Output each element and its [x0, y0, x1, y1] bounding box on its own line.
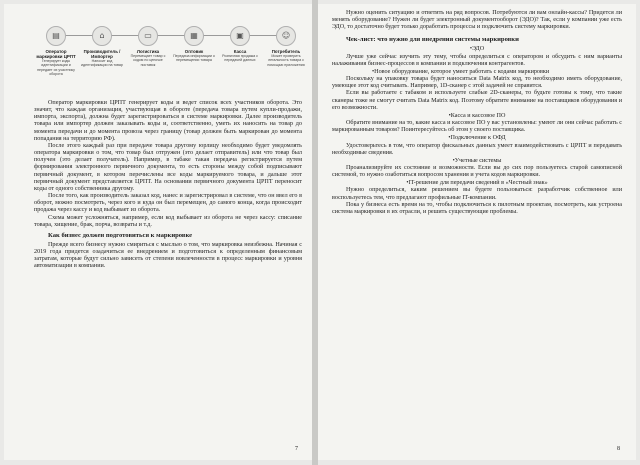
- paragraph: Поскольку на упаковку товара будет наноситься Data Matrix код, то необходимо иметь оборудование, умеющее этот код считывать. Например, 1D-сканер с этой задачей не справится.: [332, 76, 622, 90]
- flow-node-consumer: ☺ Потребитель Может проверить легальность товара с помощью приложения: [264, 18, 308, 67]
- flow-node-register: ▣ Касса Розничная продажа с передачей данных: [218, 18, 262, 63]
- checklist-item: •IT-решение для передачи сведений в «Честный знак»: [406, 180, 548, 187]
- paragraph: Пока у бизнеса есть время на то, чтобы подключиться к пилотным проектам, посмотреть, как устроена система маркировки в их отрасли, и решить существующие проблемы.: [332, 201, 622, 215]
- flow-node-operator: ▤ Оператор маркировки ЦРПТ Генерирует коды идентификации и передает их участнику оборота: [34, 18, 78, 76]
- paragraph: Лучше уже сейчас изучить эту тему, чтобы определиться с оператором и обсудить с ним варианты налаживания бизнес-процессов в компании и подключения контрагентов.: [332, 53, 622, 67]
- register-icon: ▣: [230, 26, 250, 46]
- checklist-item: •Новое оборудование, которое умеет работать с кодами маркировки: [372, 68, 550, 75]
- paragraph: Нужно оценить ситуацию и ответить на ряд вопросов. Потребуются ли вам онлайн-кассы? Придется ли менять оборудование? Нужен ли будет электронный документооборот (ЭДО)? Так, если у компании уже есть ЭДО, то достаточно будет только доработать процессы и подключить систему маркировки.: [332, 10, 622, 31]
- paragraph: Прежде всего бизнесу нужно смириться с мыслью о том, что маркировка неизбежна. Начиная с 2019 года придется озадачиться ее внедрением и подготовиться к определенным финансовым затратам, которые будут сильно зависеть от степени вовлеченности в процесс маркировки и уровня автоматизации в компании.: [34, 241, 302, 270]
- paragraph: Обратите внимание на то, какие касса и кассовое ПО у вас установлены: умеют ли они сейчас работать с маркированным товаром? Поинтересуйтесь об этом у своего поставщика.: [332, 120, 622, 134]
- left-page: [4, 4, 312, 460]
- person-icon: ☺: [276, 26, 296, 46]
- paragraph: Оператор маркировки ЦРПТ генерирует коды и ведет список всех участников оборота. Это значит, что каждая организация, участвующая в обороте (передача товара путем купли-продажи, импорта, экспорта), должна будет зарегистрироваться в системе маркировки. Далее производитель товара или импортер должен заказывать коды и, соответственно, уметь их наносить на товар до момента передачи и до момента провоза через границу (товар должен быть маркирован до момента попадания на территорию РФ).: [34, 100, 302, 142]
- section-heading: Чек-лист: что нужно для внедрения системы маркировки: [346, 36, 519, 44]
- page-number: 8: [617, 446, 620, 452]
- section-heading: Как бизнес должен подготовиться к маркировке: [48, 231, 193, 239]
- flow-node-wholesale: ▦ Оптовик Передача информации о перемещении товара: [172, 18, 216, 63]
- flow-node-logistics: ▭ Логистика Перемещает товар с кодом по цепочке поставок: [126, 18, 170, 67]
- flow-node-producer: ⌂ Производитель / Импортер Наносит код идентификации на товар: [80, 18, 124, 68]
- checklist-item: •ЭДО: [469, 46, 485, 53]
- marking-flow-diagram: [34, 18, 305, 98]
- server-icon: ▤: [46, 26, 66, 46]
- checklist-item: •Учетные системы: [452, 157, 502, 164]
- paragraph: Удостоверьтесь в том, что оператор фискальных данных умеет взаимодействовать с ЦРПТ и передавать необходимые сведения.: [332, 142, 622, 156]
- paragraph: Проанализируйте их состояние и возможности. Если вы до сих пор пользуетесь старой самописной системой, то нужно озаботиться вопросом хранения и учета кодов маркировки.: [332, 164, 622, 179]
- paragraph: После того, как производитель заказал код, нанес и зарегистрировал в системе, что он ввел его в оборот, можно посмотреть, через кого и куда он был перемещен, до самого конца, когда происходит продажа через кассу и код выбывает из оборота.: [34, 193, 302, 214]
- paragraph: После этого каждый раз при передаче товара другому юрлицу необходимо будет уведомлять оператора маркировки о том, что товар был отгружен (это делает отправитель) или что товар был получен (это делает получатель). Например, в табаке такая передача регистрируется путем формирования электронного первичного документа, то есть стороны между собой подписывают первичный документ, в котором перечислены все коды маркируемого товара, и дальше этот первичный документ представляется ЦРПТ. На основании первичного документа ЦРПТ переносит коды от одного собственника другому.: [34, 142, 302, 192]
- paragraph: Схема может усложняться, например, если код выбывает из оборота не через кассу: списание товара, хищение, брак, порча, возвраты и т.д.: [34, 214, 302, 228]
- factory-icon: ⌂: [92, 26, 112, 46]
- truck-icon: ▭: [138, 26, 158, 46]
- checklist-item: •Касса и кассовое ПО: [448, 112, 506, 119]
- warehouse-icon: ▦: [184, 26, 204, 46]
- paragraph: Нужно определиться, каким решением вы будете пользоваться: разработчик собственное или воспользуетесь тем, что предлагают профильные IT-компании.: [332, 187, 622, 201]
- checklist-item: •Подключение к ОФД: [448, 135, 506, 142]
- paragraph: Если вы работаете с табаком и используете слабые 2D-сканеры, то будьте готовы к тому, что такие сканеры тоже не смогут считать Data Matrix код. Поэтому обратите внимание на поставщиков оборудования и его возможности.: [332, 90, 622, 111]
- page-number: 7: [295, 446, 298, 452]
- right-page: [318, 4, 636, 460]
